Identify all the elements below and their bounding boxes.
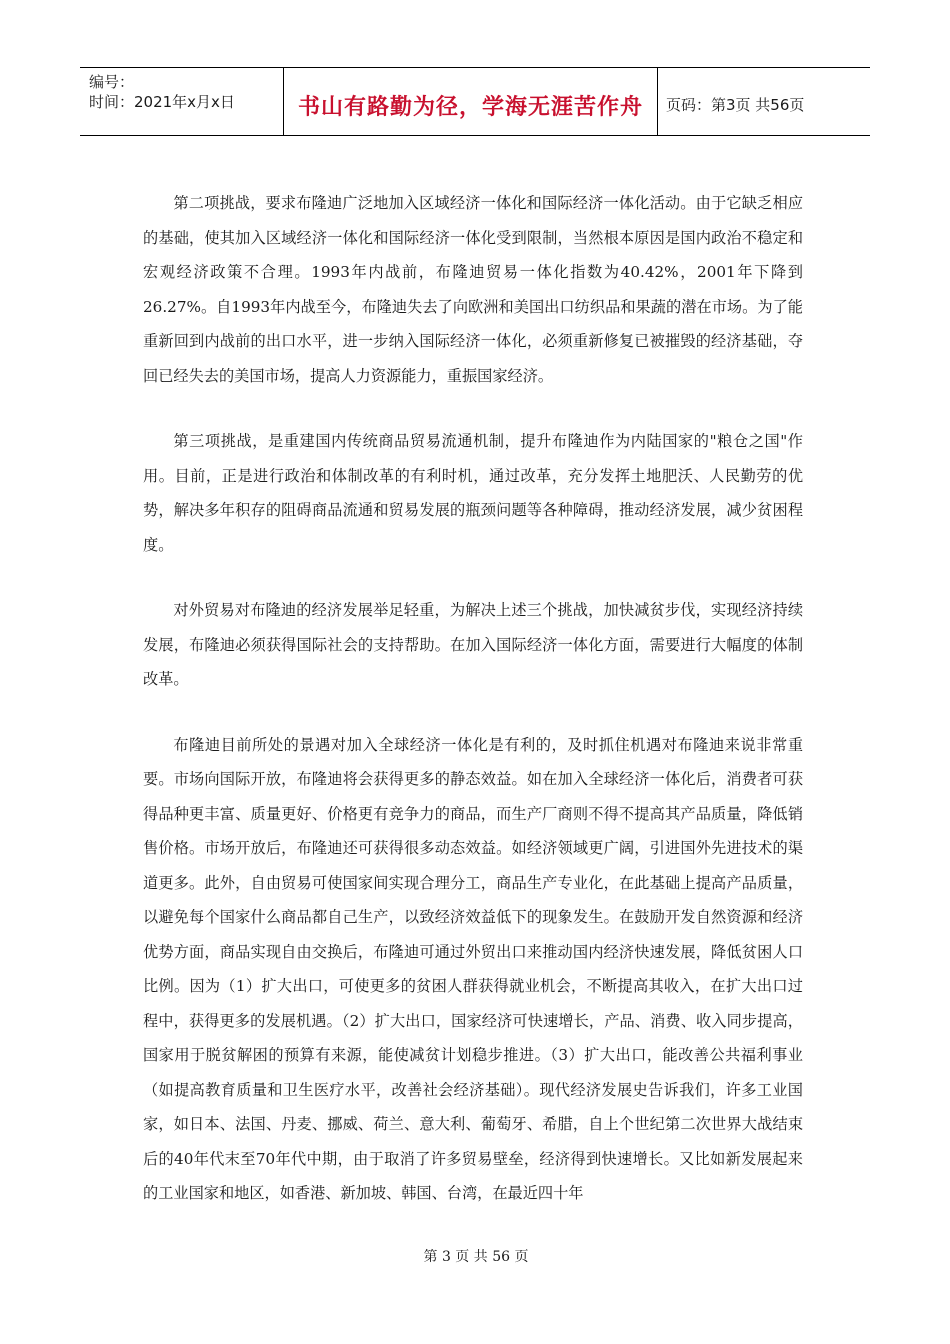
page-footer: 第 3 页 共 56 页	[423, 1249, 529, 1265]
document-header	[80, 67, 870, 136]
header-meta-cell	[80, 68, 284, 135]
header-motto: 书山有路勤为径，学海无涯苦作舟	[297, 95, 643, 120]
document-number-label: 编号：	[89, 73, 135, 91]
paragraph: 第三项挑战，是重建国内传统商品贸易流通机制，提升布隆迪作为内陆国家的"粮仓之国"作用。目前，正是进行政治和体制改革的有利时机，通过改革，充分发挥土地肥沃、人民勤劳的优势，解决多年积存的阻碍商品流通和贸易发展的瓶颈问题等各种障碍，推动经济发展，减少贫困程度。	[143, 432, 803, 554]
document-body	[143, 186, 803, 1242]
header-page-code: 页码：第3页 共56页	[666, 96, 805, 114]
paragraph: 布隆迪目前所处的景遇对加入全球经济一体化是有利的，及时抓住机遇对布隆迪来说非常重要。市场向国际开放，布隆迪将会获得更多的静态效益。如在加入全球经济一体化后，消费者可获得品种更丰富、质量更好、价格更有竞争力的商品，而生产厂商则不得不提高其产品质量，降低销售价格。市场开放后，布隆迪还可获得很多动态效益。如经济领域更广阔，引进国外先进技术的渠道更多。此外，自由贸易可使国家间实现合理分工，商品生产专业化，在此基础上提高产品质量，以避免每个国家什么商品都自己生产，以致经济效益低下的现象发生。在鼓励开发自然资源和经济优势方面，商品实现自由交换后，布隆迪可通过外贸出口来推动国内经济快速发展，降低贫困人口比例。因为（1）扩大出口，可使更多的贫困人群获得就业机会，不断提高其收入，在扩大出口过程中，获得更多的发展机遇。（2）扩大出口，国家经济可快速增长，产品、消费、收入同步提高，国家用于脱贫解困的预算有来源，能使减贫计划稳步推进。（3）扩大出口，能改善公共福利事业（如提高教育质量和卫生医疗水平，改善社会经济基础）。现代经济发展史告诉我们，许多工业国家，如日本、法国、丹麦、挪威、荷兰、意大利、葡萄牙、希腊，自上个世纪第二次世界大战结束后的40年代末至70年代中期，由于取消了许多贸易壁垒，经济得到快速增长。又比如新发展起来的工业国家和地区，如香港、新加坡、韩国、台湾，在最近四十年	[143, 735, 803, 1202]
header-page-cell	[658, 68, 870, 135]
header-motto-cell	[284, 68, 658, 135]
paragraph: 第二项挑战，要求布隆迪广泛地加入区域经济一体化和国际经济一体化活动。由于它缺乏相应的基础，使其加入区域经济一体化和国际经济一体化受到限制，当然根本原因是国内政治不稳定和宏观经济政策不合理。1993年内战前，布隆迪贸易一体化指数为40.42%，2001年下降到26.27%。自1993年内战至今，布隆迪失去了向欧洲和美国出口纺织品和果蔬的潜在市场。为了能重新回到内战前的出口水平，进一步纳入国际经济一体化，必须重新修复已被摧毁的经济基础，夺回已经失去的美国市场，提高人力资源能力，重振国家经济。	[143, 194, 803, 385]
document-date-label: 时间：2021年x月x日	[89, 93, 235, 111]
paragraph: 对外贸易对布隆迪的经济发展举足轻重，为解决上述三个挑战，加快减贫步伐，实现经济持续发展，布隆迪必须获得国际社会的支持帮助。在加入国际经济一体化方面，需要进行大幅度的体制改革。	[143, 601, 803, 688]
